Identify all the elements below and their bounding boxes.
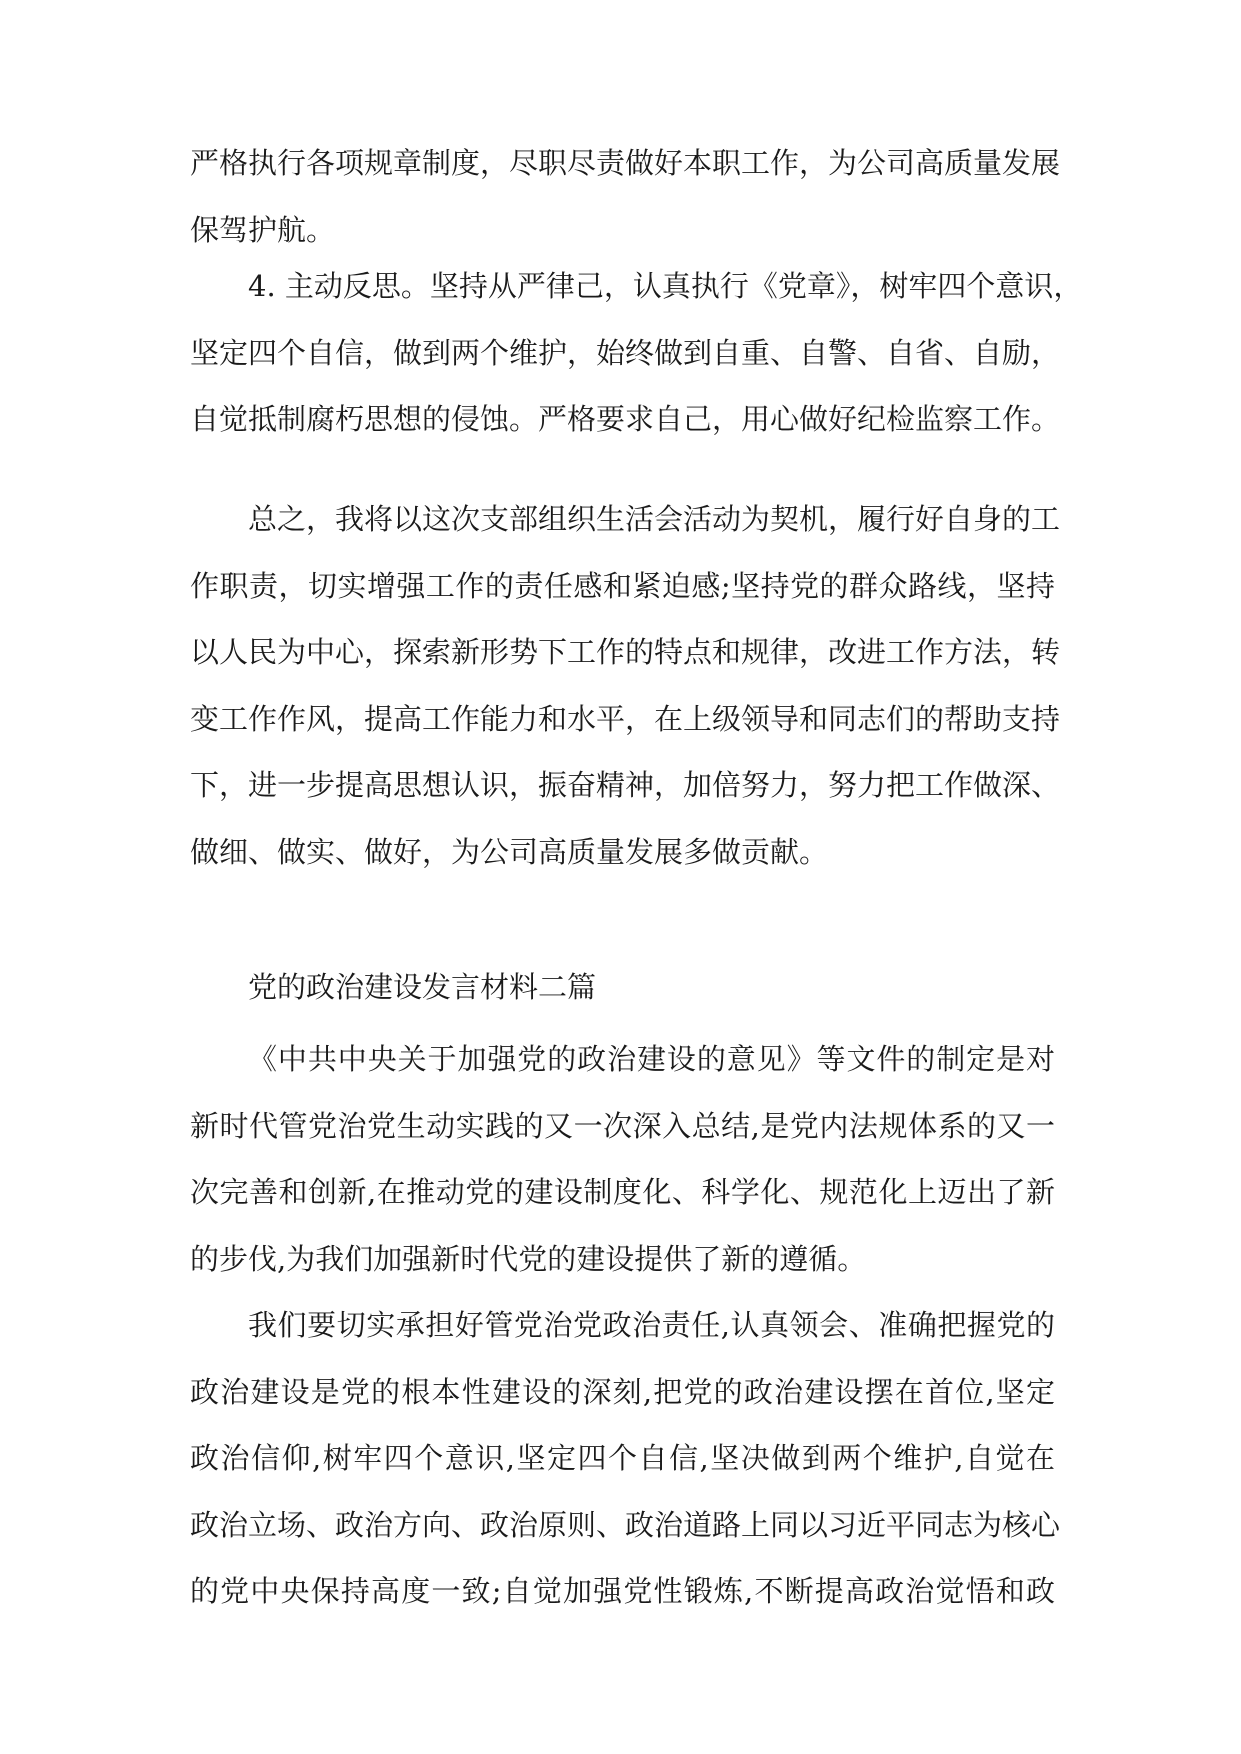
paragraph-line: 政治建设是党的根本性建设的深刻,把党的政治建设摆在首位,坚定 xyxy=(190,1374,1055,1409)
paragraph-line: 我们要切实承担好管党治党政治责任,认真领会、准确把握党的 xyxy=(248,1308,1055,1342)
paragraph-continuation xyxy=(190,130,1061,263)
paragraph-line: 严格执行各项规章制度，尽职尽责做好本职工作，为公司高质量发展 xyxy=(190,146,1061,180)
paragraph-line: 的步伐,为我们加强新时代党的建设提供了新的遵循。 xyxy=(190,1241,867,1276)
paragraph-line: 下，进一步提高思想认识，振奋精神，加倍努力，努力把工作做深、 xyxy=(190,768,1061,802)
paragraph-line: 总之，我将以这次支部组织生活会活动为契机，履行好自身的工 xyxy=(248,502,1061,536)
paragraph-intro xyxy=(190,1026,1055,1292)
paragraph-line: 政治立场、政治方向、政治原则、政治道路上同以习近平同志为核心 xyxy=(190,1507,1061,1542)
paragraph-line: 变工作作风，提高工作能力和水平，在上级领导和同志们的帮助支持 xyxy=(190,701,1061,736)
paragraph-responsibility xyxy=(190,1292,1061,1625)
section-title: 党的政治建设发言材料二篇 xyxy=(248,970,597,1004)
paragraph-line: 4. 主动反思。坚持从严律己，认真执行《党章》，树牢四个意识， xyxy=(248,269,1083,303)
paragraph-line: 政治信仰,树牢四个意识,坚定四个自信,坚决做到两个维护,自觉在 xyxy=(190,1441,1055,1475)
paragraph-line: 保驾护航。 xyxy=(190,212,336,247)
paragraph-line: 的党中央保持高度一致;自觉加强党性锻炼,不断提高政治觉悟和政 xyxy=(190,1574,1055,1608)
paragraph-line: 以人民为中心，探索新形势下工作的特点和规律，改进工作方法，转 xyxy=(190,635,1061,669)
paragraph-line: 作职责，切实增强工作的责任感和紧迫感;坚持党的群众路线，坚持 xyxy=(190,568,1055,603)
paragraph-line: 自觉抵制腐朽思想的侵蚀。严格要求自己，用心做好纪检监察工作。 xyxy=(190,402,1061,436)
paragraph-line: 《中共中央关于加强党的政治建设的意见》等文件的制定是对 xyxy=(248,1042,1055,1076)
paragraph-conclusion xyxy=(190,486,1061,885)
paragraph-line: 次完善和创新,在推动党的建设制度化、科学化、规范化上迈出了新 xyxy=(190,1175,1055,1209)
paragraph-line: 新时代管党治党生动实践的又一次深入总结,是党内法规体系的又一 xyxy=(190,1108,1055,1143)
paragraph-line: 坚定四个自信，做到两个维护，始终做到自重、自警、自省、自励， xyxy=(190,335,1061,370)
paragraph-item-4 xyxy=(190,253,1083,453)
paragraph-line: 做细、做实、做好，为公司高质量发展多做贡献。 xyxy=(190,834,829,869)
